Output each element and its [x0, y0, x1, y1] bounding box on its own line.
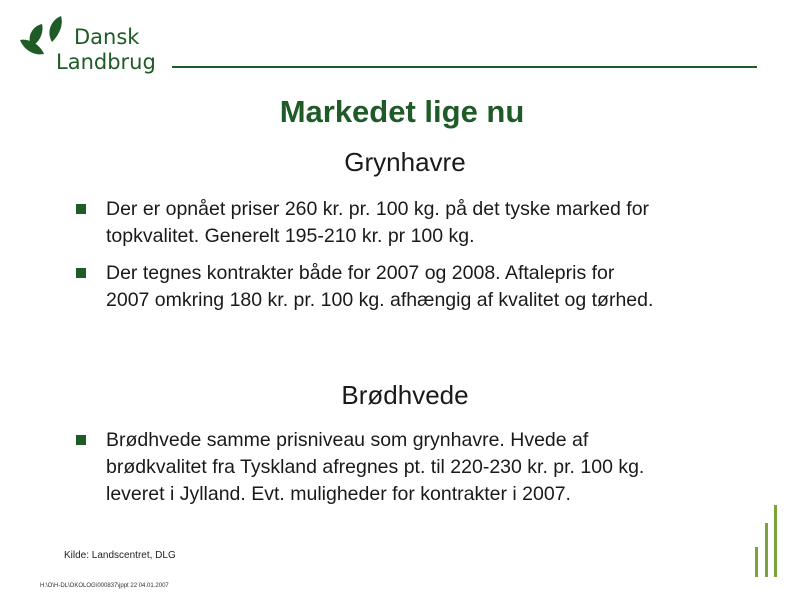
bullet-line: topkvalitet. Generelt 195-210 kr. pr 100 kg.	[106, 225, 475, 247]
logo-line2: Landbrug	[56, 50, 156, 74]
header-divider	[172, 66, 757, 68]
bullet-item	[76, 260, 776, 314]
section-heading-brodhvede: Brødhvede	[341, 380, 469, 410]
bullet-line: Der er opnået priser 260 kr. pr. 100 kg. på det tyske marked for	[106, 198, 650, 220]
decorative-bars-icon	[740, 505, 780, 580]
logo-wordmark	[56, 25, 156, 75]
source-note: Kilde: Landscentret, DLG	[64, 550, 176, 561]
slide-title: Markedet lige nu	[279, 94, 525, 129]
square-bullet-icon	[76, 268, 86, 278]
section-heading-grynhavre: Grynhavre	[344, 147, 466, 177]
bullet-item	[76, 427, 776, 508]
square-bullet-icon	[76, 435, 86, 445]
bullet-line: Der tegnes kontrakter både for 2007 og 2008. Aftalepris for	[106, 262, 615, 284]
file-path-footer: H:\O\H-DL\OKOLOG\000837\jppt 22 04.01.2007	[40, 583, 169, 589]
bullet-line: leveret i Jylland. Evt. muligheder for kontrakter i 2007.	[106, 483, 571, 505]
dansk-landbrug-logo	[18, 12, 168, 82]
bullet-line: Brødhvede samme prisniveau som grynhavre. Hvede af	[106, 429, 589, 451]
bullet-line: 2007 omkring 180 kr. pr. 100 kg. afhængig af kvalitet og tørhed.	[106, 289, 654, 311]
square-bullet-icon	[76, 204, 86, 214]
bullet-line: brødkvalitet fra Tyskland afregnes pt. til 220-230 kr. pr. 100 kg.	[106, 456, 645, 478]
logo-line1: Dansk	[74, 25, 140, 49]
bullet-item	[76, 196, 776, 250]
brodhvede-bullet-list	[76, 427, 776, 508]
grynhavre-bullet-list	[76, 196, 776, 314]
